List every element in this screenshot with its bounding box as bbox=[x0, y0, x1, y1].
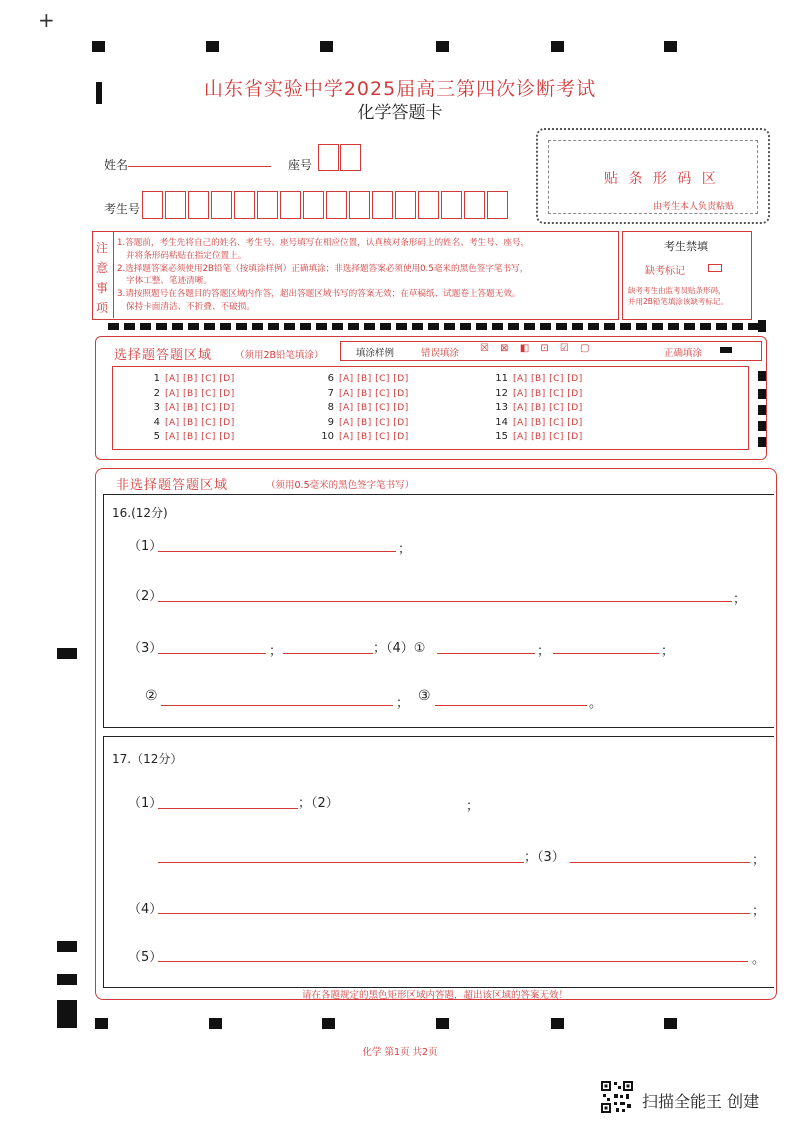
choice-question-number: 1 bbox=[153, 373, 160, 384]
choice-question-number: 3 bbox=[153, 402, 160, 413]
absent-mark-label: 缺考标记 bbox=[645, 266, 685, 277]
watermark-text: 扫描全能王 创建 bbox=[642, 1092, 760, 1111]
exam-no-box[interactable] bbox=[441, 191, 462, 219]
notice-line: 1.答题前，考生先将自己的姓名、考生号、座号填写在相应位置，认真核对条形码上的姓名、考生号、座号， bbox=[117, 238, 530, 248]
q17-semicolon: ； bbox=[752, 904, 766, 919]
forbidden-note-line: 缺考考生由监考员贴条形码， bbox=[628, 286, 726, 295]
q17-part2-blank[interactable] bbox=[158, 862, 524, 863]
correct-fill-sample bbox=[720, 347, 732, 353]
q16-semicolon: ； bbox=[396, 696, 410, 711]
q16-label: 16.(12分) bbox=[112, 506, 168, 520]
absent-mark-box[interactable] bbox=[708, 264, 722, 272]
notice-text bbox=[117, 237, 615, 314]
exam-no-box[interactable] bbox=[280, 191, 301, 219]
forbidden-note bbox=[628, 285, 728, 307]
q17-part3-blank[interactable] bbox=[570, 862, 750, 863]
choice-options[interactable]: [A] [B] [C] [D] bbox=[165, 432, 235, 442]
perforation-bar bbox=[108, 323, 760, 330]
exam-no-box[interactable] bbox=[395, 191, 416, 219]
choice-question-number: 6 bbox=[327, 373, 334, 384]
q16-part4-blank-1a[interactable] bbox=[437, 653, 535, 654]
timing-mark bbox=[551, 41, 564, 52]
choice-question-number: 10 bbox=[321, 431, 334, 442]
exam-title: 山东省实验中学2025届高三第四次诊断考试 bbox=[203, 78, 597, 100]
nonchoice-footer-warning: 请在各题规定的黑色矩形区域内答题，超出该区域的答案无效！ bbox=[301, 990, 568, 1001]
q16-semicolon: ； bbox=[269, 644, 283, 659]
q17-part2-label: ；（2） bbox=[298, 796, 339, 811]
timing-mark bbox=[92, 41, 105, 52]
timing-mark bbox=[758, 389, 766, 399]
timing-mark bbox=[57, 941, 77, 952]
choice-question-number: 7 bbox=[327, 387, 334, 399]
timing-mark bbox=[57, 1000, 77, 1028]
exam-no-box[interactable] bbox=[188, 191, 209, 219]
q17-part1-label: （1） bbox=[128, 796, 163, 811]
q16-part2-blank[interactable] bbox=[158, 601, 732, 602]
q16-answer-box bbox=[103, 494, 774, 728]
timing-mark bbox=[758, 320, 766, 332]
choice-question-number: 13 bbox=[495, 402, 508, 413]
choice-options[interactable]: [A] [B] [C] [D] bbox=[165, 374, 235, 384]
exam-no-box[interactable] bbox=[142, 191, 163, 219]
name-label: 姓名 bbox=[104, 158, 129, 172]
exam-no-box[interactable] bbox=[257, 191, 278, 219]
timing-mark bbox=[758, 405, 766, 415]
wrong-fill-label: 错误填涂 bbox=[421, 348, 460, 359]
exam-no-label: 考生号 bbox=[104, 202, 141, 216]
timing-mark bbox=[206, 41, 219, 52]
timing-mark bbox=[758, 371, 766, 381]
timing-mark bbox=[57, 974, 77, 985]
choice-question-number: 8 bbox=[327, 402, 334, 413]
wrong-fill-samples: ☒ ⊠ ◧ ⊡ ☑ ▢ bbox=[480, 343, 594, 354]
choice-options[interactable]: [A] [B] [C] [D] bbox=[165, 388, 235, 399]
q17-part5-label: （5） bbox=[128, 950, 163, 965]
timing-mark bbox=[436, 1018, 449, 1029]
exam-no-box[interactable] bbox=[234, 191, 255, 219]
q16-part1-label: （1） bbox=[128, 539, 163, 554]
q16-part4-circle2: ② bbox=[145, 688, 158, 704]
q16-part3-blank-b[interactable] bbox=[283, 653, 373, 654]
q16-part2-label: （2） bbox=[128, 589, 163, 604]
choice-question-number: 14 bbox=[495, 416, 508, 428]
timing-mark bbox=[664, 41, 677, 52]
choice-question-number: 12 bbox=[495, 387, 508, 399]
choice-question-number: 4 bbox=[153, 416, 160, 428]
q16-part4-blank-3[interactable] bbox=[435, 705, 587, 706]
notice-side-char: 项 bbox=[96, 301, 109, 315]
q17-semicolon: ； bbox=[466, 799, 480, 814]
exam-no-box[interactable] bbox=[211, 191, 232, 219]
timing-mark bbox=[95, 1018, 108, 1029]
choice-question-number: 2 bbox=[153, 387, 160, 399]
choice-options[interactable]: [A] [B] [C] [D] bbox=[513, 388, 583, 399]
choice-options[interactable]: [A] [B] [C] [D] bbox=[513, 417, 583, 428]
timing-mark bbox=[664, 1018, 677, 1029]
name-field[interactable] bbox=[128, 166, 271, 167]
choice-question-number: 15 bbox=[495, 431, 508, 442]
barcode-note: 由考生本人负责粘贴 bbox=[653, 202, 735, 212]
exam-no-box[interactable] bbox=[464, 191, 485, 219]
nonchoice-title: 非选择题答题区域 bbox=[116, 478, 229, 493]
fill-sample-label: 填涂样例 bbox=[356, 348, 395, 359]
timing-mark bbox=[322, 1018, 335, 1029]
q16-part4-circle3: ③ bbox=[418, 688, 431, 704]
choice-options[interactable]: [A] [B] [C] [D] bbox=[513, 374, 583, 384]
notice-divider bbox=[113, 231, 114, 318]
notice-side-label bbox=[96, 238, 110, 318]
choice-title: 选择题答题区域 bbox=[114, 348, 213, 363]
forbidden-title: 考生禁填 bbox=[664, 240, 708, 253]
notice-side-char: 注 bbox=[96, 241, 109, 255]
q17-part4-label: （4） bbox=[128, 902, 163, 917]
choice-options[interactable]: [A] [B] [C] [D] bbox=[513, 403, 583, 413]
q17-semicolon: ； bbox=[752, 853, 766, 868]
forbidden-note-line: 并用2B铅笔填涂该缺考标记。 bbox=[628, 297, 728, 306]
q16-semicolon: ； bbox=[733, 592, 747, 607]
exam-no-box[interactable] bbox=[303, 191, 324, 219]
q16-semicolon: ； bbox=[537, 644, 551, 659]
choice-options[interactable]: [A] [B] [C] [D] bbox=[339, 403, 409, 413]
timing-mark bbox=[551, 1018, 564, 1029]
q16-semicolon: ； bbox=[661, 644, 675, 659]
notice-line: 2.选择题答案必须使用2B铅笔（按填涂样例）正确填涂；非选择题答案必须使用0.5毫米的黑色签字笔书写， bbox=[117, 263, 529, 274]
notice-line: 3.请按照题号在各题目的答题区域内作答，超出答题区域书写的答案无效；在草稿纸、试题卷上答题无效。 bbox=[117, 289, 521, 300]
choice-options[interactable]: [A] [B] [C] [D] bbox=[165, 403, 235, 413]
q17-part5-blank[interactable] bbox=[158, 961, 748, 962]
choice-hint: （须用2B铅笔填涂） bbox=[235, 350, 324, 361]
timing-mark bbox=[209, 1018, 222, 1029]
timing-mark bbox=[758, 421, 766, 431]
seat-box[interactable] bbox=[340, 144, 361, 171]
exam-no-box[interactable] bbox=[487, 191, 508, 219]
q16-part4-blank-1b[interactable] bbox=[553, 653, 659, 654]
q16-period: 。 bbox=[589, 696, 603, 711]
choice-question-number: 11 bbox=[495, 373, 508, 384]
page-footer: 化学 第1页 共2页 bbox=[362, 1047, 438, 1058]
notice-side-char: 事 bbox=[96, 281, 109, 295]
exam-no-box[interactable] bbox=[372, 191, 393, 219]
timing-mark bbox=[320, 41, 333, 52]
exam-no-box[interactable] bbox=[326, 191, 347, 219]
notice-side-char: 意 bbox=[96, 261, 109, 275]
exam-no-box[interactable] bbox=[349, 191, 370, 219]
exam-no-box[interactable] bbox=[165, 191, 186, 219]
notice-line: 保持卡面清洁、不折叠、不破损。 bbox=[126, 301, 255, 312]
q16-part3-label: （3） bbox=[128, 641, 163, 656]
q17-label: 17.（12分） bbox=[112, 752, 183, 766]
q16-part4-blank-2[interactable] bbox=[161, 705, 393, 706]
q16-part4-label: ；（4）① bbox=[373, 641, 426, 656]
timing-mark bbox=[436, 41, 449, 52]
q17-period: 。 bbox=[752, 952, 766, 967]
q16-semicolon: ； bbox=[398, 542, 412, 557]
q16-part1-blank[interactable] bbox=[158, 551, 396, 552]
correct-fill-label: 正确填涂 bbox=[664, 348, 703, 359]
choice-options[interactable]: [A] [B] [C] [D] bbox=[513, 432, 583, 442]
timing-mark bbox=[758, 437, 766, 447]
card-subtitle: 化学答题卡 bbox=[357, 103, 443, 123]
seat-label: 座号 bbox=[288, 158, 313, 172]
q17-part1-blank[interactable] bbox=[158, 808, 298, 809]
q17-part4-blank[interactable] bbox=[158, 913, 750, 914]
corner-cross-mark: + bbox=[38, 8, 55, 32]
barcode-area-label: 贴 条 形 码 区 bbox=[604, 171, 719, 187]
choice-options[interactable]: [A] [B] [C] [D] bbox=[339, 374, 409, 384]
choice-options[interactable]: [A] [B] [C] [D] bbox=[339, 417, 409, 428]
q17-part3-label: ；（3） bbox=[524, 850, 565, 865]
choice-options[interactable]: [A] [B] [C] [D] bbox=[339, 432, 409, 442]
qr-code-icon bbox=[600, 1080, 634, 1114]
q16-part3-blank-a[interactable] bbox=[158, 653, 266, 654]
choice-options[interactable]: [A] [B] [C] [D] bbox=[165, 417, 235, 428]
choice-question-number: 5 bbox=[153, 431, 160, 442]
timing-mark bbox=[57, 648, 77, 659]
notice-line: 并将条形码粘贴在指定位置上。 bbox=[126, 250, 247, 261]
choice-question-number: 9 bbox=[327, 416, 334, 428]
choice-options[interactable]: [A] [B] [C] [D] bbox=[339, 388, 409, 399]
nonchoice-hint: （须用0.5毫米的黑色签字笔书写） bbox=[266, 480, 415, 491]
seat-box[interactable] bbox=[318, 144, 339, 171]
exam-no-box[interactable] bbox=[418, 191, 439, 219]
notice-line: 字体工整、笔迹清晰。 bbox=[126, 276, 212, 287]
